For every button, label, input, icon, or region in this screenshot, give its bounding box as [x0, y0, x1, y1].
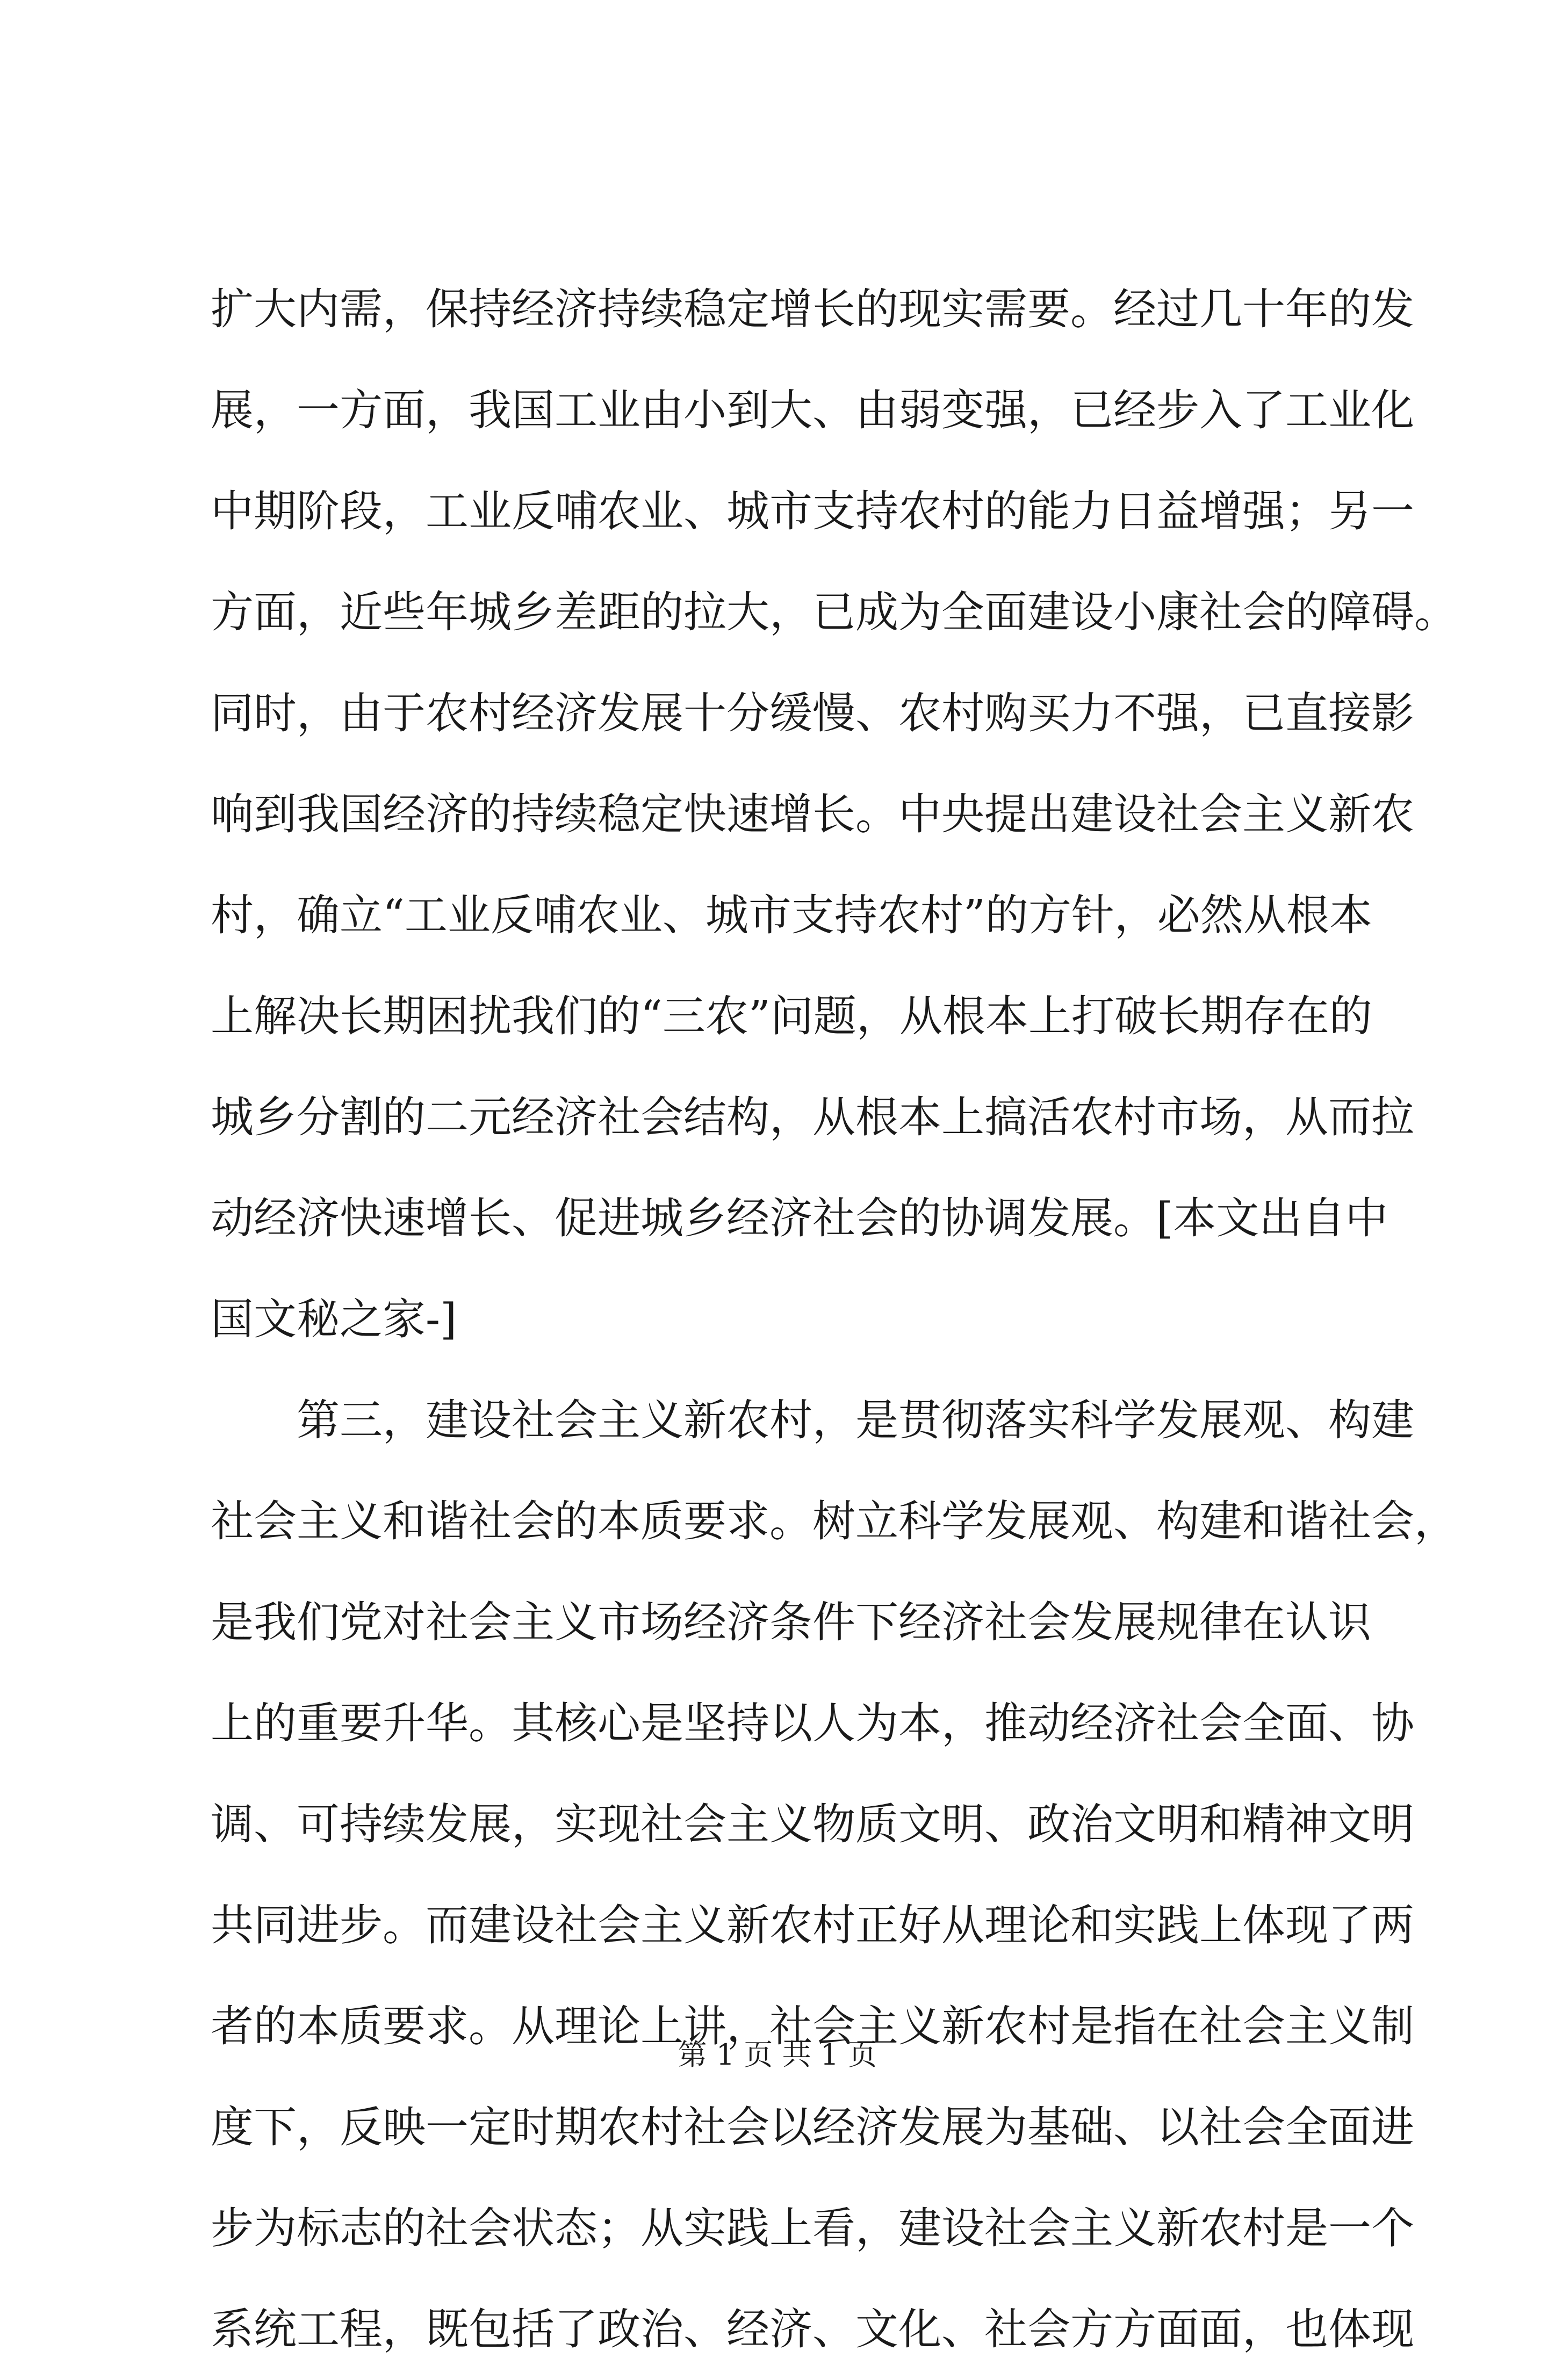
text-line: 响 到 我 国 经 济 的 持 续 稳 定 快 速 增 长 。 中 央 提 出 建 设 社 会 主 义 新 农: [211, 789, 1414, 839]
text-line: 上 的 重 要 升 华 。 其 核 心 是 坚 持 以 人 为 本 ， 推 动 经 济 社 会 全 面 、 协: [211, 1698, 1414, 1748]
text-line: 社 会 主 义 和 谐 社 会 的 本 质 要 求 。 树 立 科 学 发 展 观 、 构 建 和 谐 社 会 ，: [211, 1496, 1457, 1546]
text-line: 步 为 标 志 的 社 会 状 态 ； 从 实 践 上 看 ， 建 设 社 会 主 义 新 农 村 是 一 个: [211, 2203, 1414, 2253]
text-line: 度 下 ， 反 映 一 定 时 期 农 村 社 会 以 经 济 发 展 为 基 础 、 以 社 会 全 面 进: [211, 2102, 1414, 2152]
paragraph: [211, 259, 1457, 1370]
text-line: 方 面 ， 近 些 年 城 乡 差 距 的 拉 大 ， 已 成 为 全 面 建 设 小 康 社 会 的 障 碍 。: [211, 587, 1457, 637]
text-line: 扩 大 内 需 ， 保 持 经 济 持 续 稳 定 增 长 的 现 实 需 要 。 经 过 几 十 年 的 发: [211, 284, 1414, 334]
text-line: 动 经 济 快 速 增 长 、 促 进 城 乡 经 济 社 会 的 协 调 发 展 。 [ 本 文 出 自 中: [211, 1193, 1388, 1243]
text-line: 调 、 可 持 续 发 展 ， 实 现 社 会 主 义 物 质 文 明 、 政 治 文 明 和 精 神 文 明: [211, 1799, 1414, 1849]
text-line: 上 解 决 长 期 困 扰 我 们 的 “ 三 农 ” 问 题 ， 从 根 本 上 打 破 长 期 存 在 的: [211, 991, 1372, 1041]
text-line: 系 统 工 程 ， 既 包 括 了 政 治 、 经 济 、 文 化 、 社 会 方 方 面 面 ， 也 体 现: [211, 2304, 1414, 2354]
text-line: 中 期 阶 段 ， 工 业 反 哺 农 业 、 城 市 支 持 农 村 的 能 力 日 益 增 强 ； 另 一: [211, 486, 1414, 536]
text-line: 国文秘之家-]: [211, 1294, 457, 1344]
text-line: 第 三 ， 建 设 社 会 主 义 新 农 村 ， 是 贯 彻 落 实 科 学 发 展 观 、 构 建: [297, 1395, 1414, 1445]
text-line: 城 乡 分 割 的 二 元 经 济 社 会 结 构 ， 从 根 本 上 搞 活 农 村 市 场 ， 从 而 拉: [211, 1092, 1414, 1142]
text-line: 共 同 进 步 。 而 建 设 社 会 主 义 新 农 村 正 好 从 理 论 和 实 践 上 体 现 了 两: [211, 1900, 1414, 1950]
text-line: 是 我 们 党 对 社 会 主 义 市 场 经 济 条 件 下 经 济 社 会 发 展 规 律 在 认 识: [211, 1597, 1371, 1647]
page-footer: 第 1 页 共 1 页: [678, 2038, 877, 2072]
text-line: 村 ， 确 立 “ 工 业 反 哺 农 业 、 城 市 支 持 农 村 ” 的 方 针 ， 必 然 从 根 本: [211, 890, 1372, 940]
text-line: 展 ， 一 方 面 ， 我 国 工 业 由 小 到 大 、 由 弱 变 强 ， 已 经 步 入 了 工 业 化: [211, 385, 1414, 435]
text-line: 同 时 ， 由 于 农 村 经 济 发 展 十 分 缓 慢 、 农 村 购 买 力 不 强 ， 已 直 接 影: [211, 688, 1414, 738]
paragraph: [211, 1370, 1457, 2380]
text-line: 者 的 本 质 要 求 。 从 理 论 上 讲 ， 社 会 主 义 新 农 村 是 指 在 社 会 主 义 制: [211, 2001, 1414, 2051]
